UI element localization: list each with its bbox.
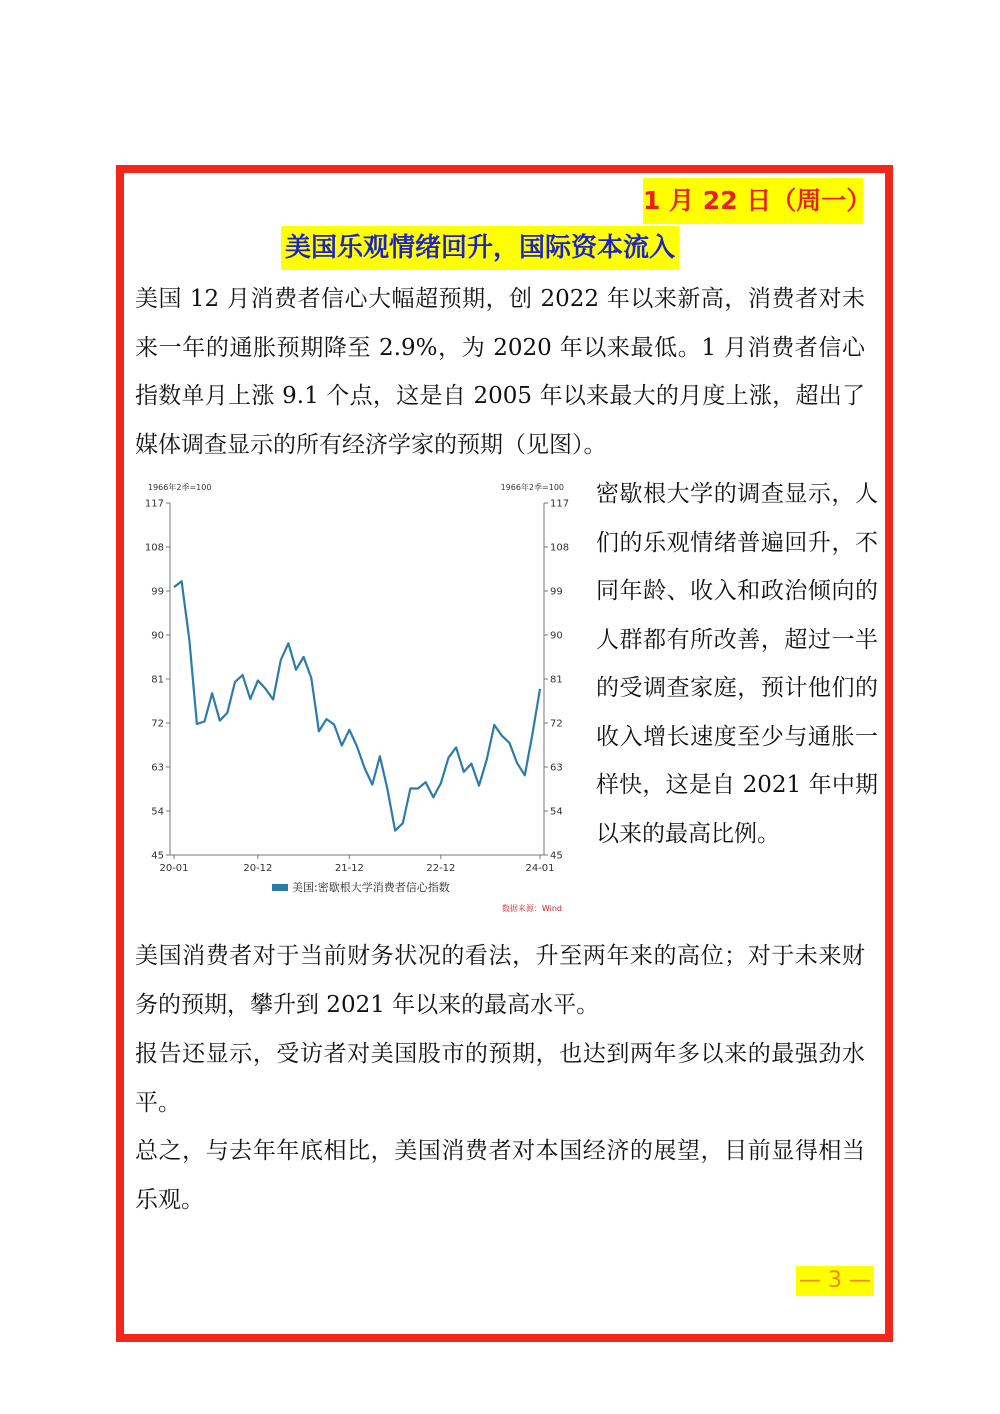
headline: 美国乐观情绪回升，国际资本流入 (281, 226, 679, 270)
page-number: — 3 — (796, 1266, 874, 1296)
paragraph-survey: 密歇根大学的调查显示，人们的乐观情绪普遍回升，不同年龄、收入和政治倾向的人群都有所改善，超过一半的受调查家庭，预计他们的收入增长速度至少与通胀一样快，这是自 2021 年中期以来的最高比例。 (596, 481, 878, 847)
y-axis-right (544, 499, 569, 862)
y-tick-label-left: 54 (151, 806, 164, 818)
x-tick-label: 24-01 (525, 863, 555, 874)
x-tick-label: 21-12 (334, 863, 364, 874)
y-tick-label-right: 117 (550, 498, 570, 510)
chart-unit-right: 1966年2季=100 (500, 483, 564, 492)
y-tick-label-left: 81 (151, 674, 164, 686)
consumer-sentiment-chart (140, 480, 570, 920)
y-tick-label-right: 63 (550, 762, 563, 774)
y-axis-left (145, 499, 170, 862)
x-tick-label: 22-12 (426, 863, 456, 874)
y-tick-label-left: 117 (144, 498, 164, 510)
y-tick-label-right: 72 (550, 718, 563, 730)
x-axis (159, 855, 554, 874)
y-tick-label-right: 81 (550, 674, 563, 686)
plot-area (174, 581, 540, 830)
y-tick-label-left: 108 (144, 542, 164, 554)
y-tick-label-left: 72 (151, 718, 164, 730)
paragraph-finances: 美国消费者对于当前财务状况的看法，升至两年来的高位；对于未来财务的预期，攀升到 2021 年以来的最高水平。 (135, 943, 865, 1018)
paragraph-intro: 美国 12 月消费者信心大幅超预期，创 2022 年以来新高，消费者对未来一年的通胀预期降至 2.9%，为 2020 年以来最低。1 月消费者信心指数单月上涨 9.1 个点，这是自 2005 年以来最大的月度上涨，超出了媒体调查显示的所有经济学家的预期（见图）。 (135, 286, 865, 458)
series-line-consumer-sentiment (174, 581, 540, 830)
chart-unit-left: 1966年2季=100 (148, 483, 212, 492)
x-tick-label: 20-01 (159, 863, 189, 874)
paragraph-stocks: 报告还显示，受访者对美国股市的预期，也达到两年多以来的最强劲水平。 (135, 1041, 865, 1116)
y-tick-label-right: 54 (550, 806, 563, 818)
paragraph-conclusion: 总之，与去年年底相比，美国消费者对本国经济的展望，目前显得相当乐观。 (135, 1138, 865, 1213)
chart-source: 数据来源：Wind (501, 904, 562, 913)
y-tick-label-left: 63 (151, 762, 164, 774)
y-tick-label-left: 99 (151, 586, 164, 598)
y-tick-label-right: 90 (550, 630, 563, 642)
y-tick-label-left: 45 (151, 850, 164, 862)
y-tick-label-right: 99 (550, 586, 563, 598)
legend-label: 美国:密歇根大学消费者信心指数 (292, 881, 450, 894)
y-tick-label-right: 45 (550, 850, 563, 862)
x-tick-label: 20-12 (243, 863, 273, 874)
legend-swatch (272, 884, 288, 891)
y-tick-label-left: 90 (151, 630, 164, 642)
y-tick-label-right: 108 (550, 542, 570, 554)
date-badge: 1 月 22 日（周一） (643, 178, 863, 224)
